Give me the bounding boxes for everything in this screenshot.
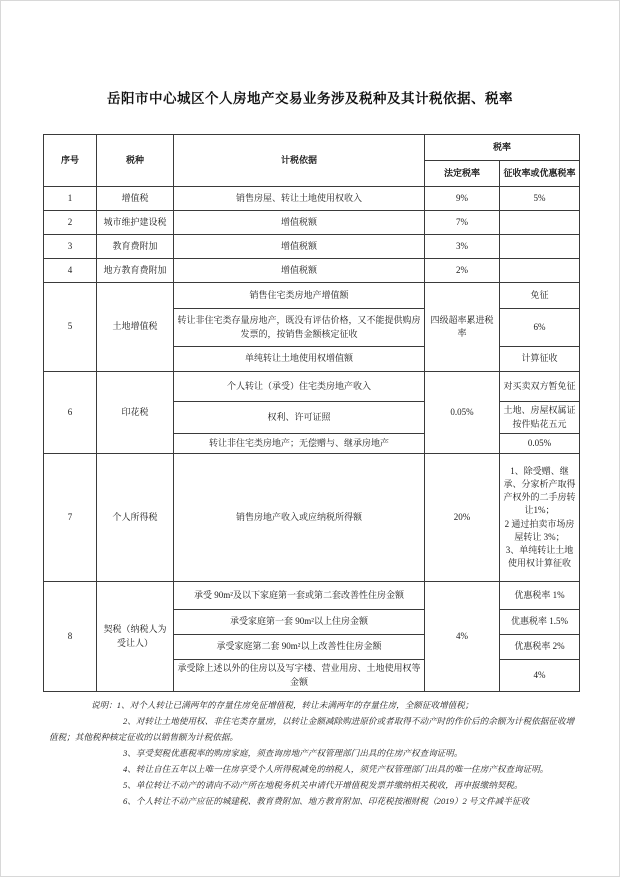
table-header-row [44,135,580,161]
cell-no: 1 [44,187,97,211]
cell-levy: 对买卖双方暂免征 [500,372,580,402]
cell-statutory: 2% [425,259,500,283]
cell-tax: 契税（纳税人为受让人） [97,582,174,692]
cell-basis: 单纯转让土地使用权增值额 [174,347,425,372]
footnote-item: 2、对转让土地使用权、非住宅类存量房，以转让金额减除购进原价或者取得不动产时的作价后的余额为计税依据征收增值税；其他税种核定征收的以销售额为计税依据。 [49,716,575,742]
footnote-item: 6、个人转让不动产应征的城建税、教育费附加、地方教育附加、印花税按湘财税（2019）2 号文件减半征收 [123,796,530,806]
cell-tax: 城市维护建设税 [97,211,174,235]
cell-basis: 权利、许可证照 [174,402,425,434]
footnote-item: 说明：1、对个人转让已满两年的存量住房免征增值税，转让未满两年的存量住房，全额征收增值税； [91,700,474,710]
cell-no: 4 [44,259,97,283]
cell-basis: 销售房地产收入或应纳税所得额 [174,454,425,582]
cell-tax: 增值税 [97,187,174,211]
header-basis: 计税依据 [174,135,425,187]
cell-tax: 印花税 [97,372,174,454]
cell-statutory: 4% [425,582,500,692]
header-seq: 序号 [44,135,97,187]
table-row [44,454,580,582]
cell-basis: 销售住宅类房地产增值额 [174,283,425,309]
footnote-item: 5、单位转让不动产的请向不动产所在地税务机关申请代开增值税发票并缴纳相关税收，再申报缴纳契税。 [123,780,523,790]
levy-line: 3、单纯转让土地使用权计算征收 [505,544,574,568]
header-statutory-rate: 法定税率 [425,161,500,187]
cell-no: 7 [44,454,97,582]
cell-basis: 承受除上述以外的住房以及写字楼、营业用房、土地使用权等金额 [174,660,425,692]
cell-basis: 承受家庭第一套 90m²以上住房金额 [174,610,425,635]
cell-no: 2 [44,211,97,235]
cell-statutory: 9% [425,187,500,211]
cell-statutory: 四级超率累进税率 [425,283,500,372]
cell-levy [500,235,580,259]
cell-tax: 教育费附加 [97,235,174,259]
table-row [44,372,580,402]
cell-levy: 计算征收 [500,347,580,372]
cell-tax: 地方教育费附加 [97,259,174,283]
cell-levy [500,454,580,582]
cell-basis: 销售房屋、转让土地使用权收入 [174,187,425,211]
cell-tax: 土地增值税 [97,283,174,372]
table-row [44,187,580,211]
cell-statutory: 0.05% [425,372,500,454]
cell-basis: 个人转让（承受）住宅类房地产收入 [174,372,425,402]
cell-statutory: 20% [425,454,500,582]
cell-basis: 承受家庭第二套 90m²以上改善性住房金额 [174,635,425,660]
cell-no: 5 [44,283,97,372]
footnote-item: 4、转让自住五年以上唯一住房享受个人所得税减免的纳税人，须凭产权管理部门出具的唯一住房产权查询证明。 [123,764,549,774]
cell-levy: 优惠税率 2% [500,635,580,660]
cell-levy: 优惠税率 1.5% [500,610,580,635]
footnote-prefix: 说明： [91,700,117,710]
cell-basis: 转让非住宅类房地产；无偿赠与、继承房地产 [174,434,425,454]
cell-levy [500,211,580,235]
cell-no: 3 [44,235,97,259]
levy-line: 1、除受赠、继承、分家析产取得产权外的二手房转让1%； [503,466,576,516]
tax-rate-table [43,134,580,692]
cell-levy: 优惠税率 1% [500,582,580,610]
cell-basis: 增值税额 [174,259,425,283]
table-row [44,235,580,259]
cell-no: 6 [44,372,97,454]
header-tax: 税种 [97,135,174,187]
footnotes [49,697,581,809]
cell-levy: 6% [500,309,580,347]
table-row [44,283,580,309]
cell-statutory: 3% [425,235,500,259]
cell-levy: 5% [500,187,580,211]
cell-statutory: 7% [425,211,500,235]
page-title: 岳阳市中心城区个人房地产交易业务涉及税种及其计税依据、税率 [107,91,513,106]
cell-levy: 4% [500,660,580,692]
header-rate-group: 税率 [425,135,580,161]
cell-levy: 0.05% [500,434,580,454]
cell-levy: 免征 [500,283,580,309]
cell-basis: 增值税额 [174,211,425,235]
levy-line: 2 通过拍卖市场房屋转让 3%； [504,518,575,542]
cell-basis: 转让非住宅类存量房地产，既没有评估价格，又不能提供购房发票的，按销售金额核定征收 [174,309,425,347]
cell-basis: 增值税额 [174,235,425,259]
footnote-item: 3、享受契税优惠税率的购房家庭，须查询房地产产权管理部门出具的住房产权查询证明。 [123,748,463,758]
cell-levy [500,259,580,283]
table-row [44,211,580,235]
cell-no: 8 [44,582,97,692]
cell-tax: 个人所得税 [97,454,174,582]
table-row [44,582,580,610]
table-row [44,259,580,283]
header-levy-rate: 征收率或优惠税率 [500,161,580,187]
cell-basis: 承受 90m²及以下家庭第一套或第二套改善性住房金额 [174,582,425,610]
cell-levy: 土地、房屋权属证按件贴花五元 [500,402,580,434]
